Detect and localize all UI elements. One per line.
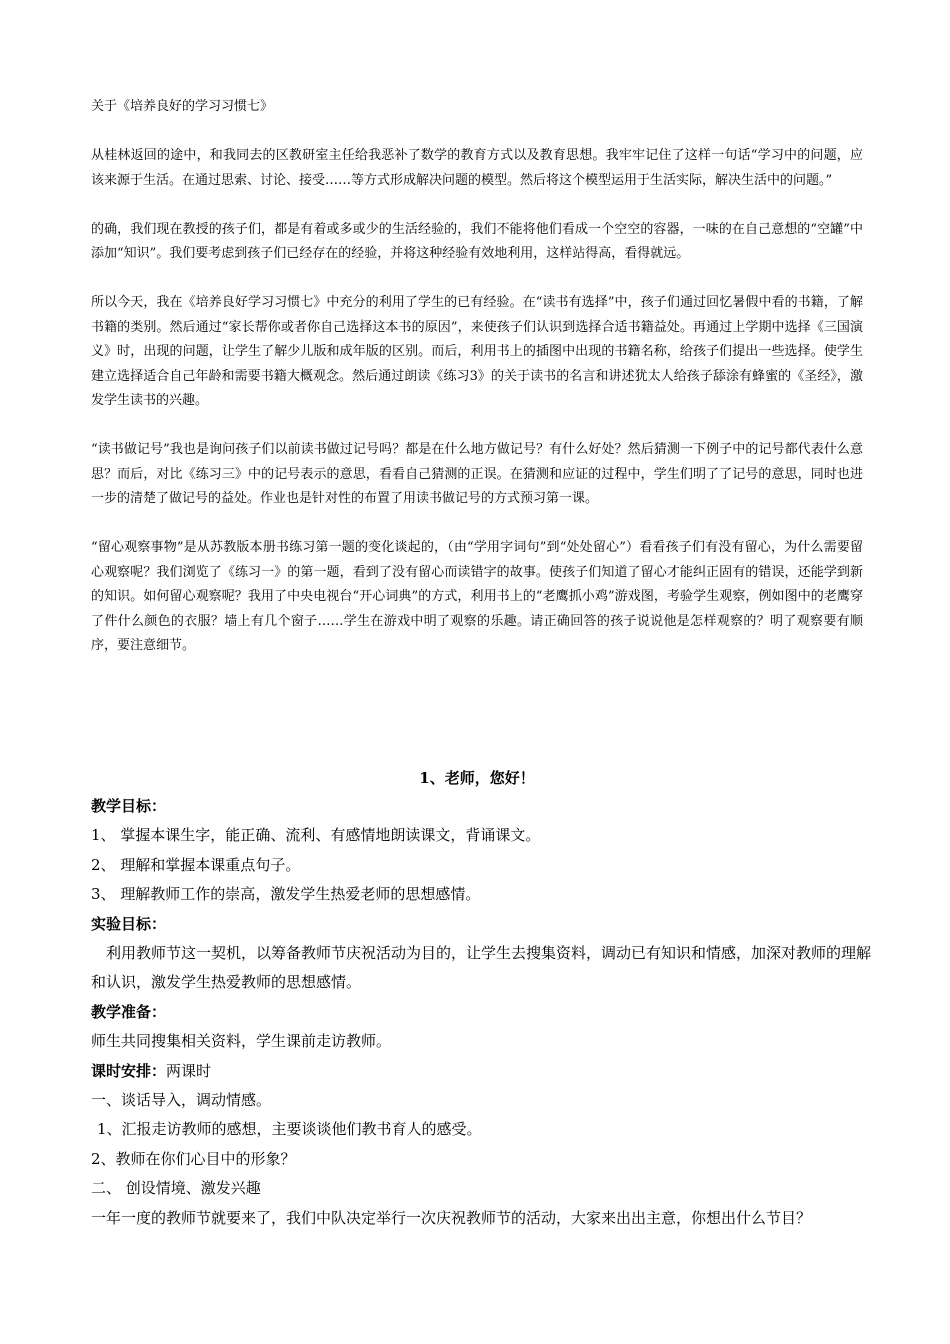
reflection-paragraph: 所以今天，我在《培养良好学习习惯七》中充分的利用了学生的已有经验。在“读书有选择”中，孩子们通过回忆暑假中看的书籍，了解书籍的类别。然后通过“家长帮你或者你自己选择这本书的原因”，来使孩子们认识到选择合适书籍益处。再通过上学期中选择《三国演义》时，出现的问题，让学生了解少儿版和成年版的区别。而后，利用书上的插图中出现的书籍名称，给孩子们提出一些选择。使学生建立选择适合自己年龄和需要书籍大概观念。然后通过朗读《练习3》的关于读书的名言和讲述犹太人给孩子舔涂有蜂蜜的《圣经》，激发学生读书的兴趣。 xyxy=(91,295,863,408)
step-item: 二、 创设情境、激发兴趣 xyxy=(91,1179,261,1198)
prep-text: 师生共同搜集相关资料，学生课前走访教师。 xyxy=(91,1032,392,1051)
step-item: 1、汇报走访教师的感想，主要谈谈他们教书育人的感受。 xyxy=(97,1120,482,1139)
spacer xyxy=(91,120,863,145)
experiment-text: 利用教师节这一契机，以筹备教师节庆祝活动为目的，让学生去搜集资料，调动已有知识和情感，加深对教师的理解和认识，激发学生热爱教师的思想感情。 xyxy=(91,944,872,992)
schedule-heading: 课时安排： xyxy=(91,1061,167,1080)
spacer xyxy=(91,193,863,218)
step-item: 2、教师在你们心目中的形象？ xyxy=(91,1149,296,1168)
spacer xyxy=(91,414,863,439)
spacer xyxy=(91,267,863,292)
lesson-title: 1、老师，您好！ xyxy=(419,769,535,787)
lesson-plan xyxy=(91,792,871,1233)
goals-heading: 教学目标： xyxy=(91,797,167,815)
reflection-paragraph: 从桂林返回的途中，和我同去的区教研室主任给我恶补了数学的教育方式以及教育思想。我牢牢记住了这样一句话“学习中的问题，应该来源于生活。在通过思索、讨论、接受……等方式形成解决问题的模型。然后将这个模型运用于生活实际，解决生活中的问题。” xyxy=(91,148,863,188)
step-item: 一年一度的教师节就要来了，我们中队决定举行一次庆祝教师节的活动，大家来出出主意，你想出什么节目？ xyxy=(91,1208,812,1227)
reflection-paragraph: “留心观察事物”是从苏教版本册书练习第一题的变化谈起的，（由“学用字词句”到“处处留心”）看看孩子们有没有留心，为什么需要留心观察呢？我们浏览了《练习一》的第一题，看到了没有留心而读错字的故事。使孩子们知道了留心才能纠正固有的错误，还能学到新的知识。如何留心观察呢？我用了中央电视台“开心词典”的方式，利用书上的“老鹰抓小鸡”游戏图，考验学生观察，例如图中的老鹰穿了件什么颜色的衣服？墙上有几个窗子……学生在游戏中明了观察的乐趣。请正确回答的孩子说说他是怎样观察的？明了观察要有顺序，要注意细节。 xyxy=(91,540,863,653)
spacer xyxy=(91,512,863,537)
reflection-section xyxy=(91,95,863,659)
goal-item: 1、 掌握本课生字，能正确、流利、有感情地朗读课文，背诵课文。 xyxy=(91,826,541,845)
goal-item: 3、 理解教师工作的崇高，激发学生热爱老师的思想感情。 xyxy=(91,885,481,904)
reflection-paragraph: “读书做记号”我也是询问孩子们以前读书做过记号吗？都是在什么地方做记号？有什么好处？然后猜测一下例子中的记号都代表什么意思？而后，对比《练习三》中的记号表示的意思，看看自己猜测的正误。在猜测和应证的过程中，学生们明了了记号的意思，同时也进一步的清楚了做记号的益处。作业也是针对性的布置了用读书做记号的方式预习第一课。 xyxy=(91,442,863,506)
reflection-paragraph: 的确，我们现在教授的孩子们，都是有着或多或少的生活经验的，我们不能将他们看成一个空空的容器，一味的在自己意想的“空罐”中添加“知识”。我们要考虑到孩子们已经存在的经验，并将这种经验有效地利用，这样站得高，看得就远。 xyxy=(91,221,863,261)
schedule-value: 两课时 xyxy=(166,1061,212,1080)
schedule-line xyxy=(91,1057,871,1086)
reflection-title: 关于《培养良好的学习习惯七》 xyxy=(91,99,274,114)
experiment-heading: 实验目标： xyxy=(91,914,167,933)
prep-heading: 教学准备： xyxy=(91,1002,167,1021)
goal-item: 2、 理解和掌握本课重点句子。 xyxy=(91,855,301,874)
step-item: 一、谈话导入，调动情感。 xyxy=(91,1091,272,1110)
